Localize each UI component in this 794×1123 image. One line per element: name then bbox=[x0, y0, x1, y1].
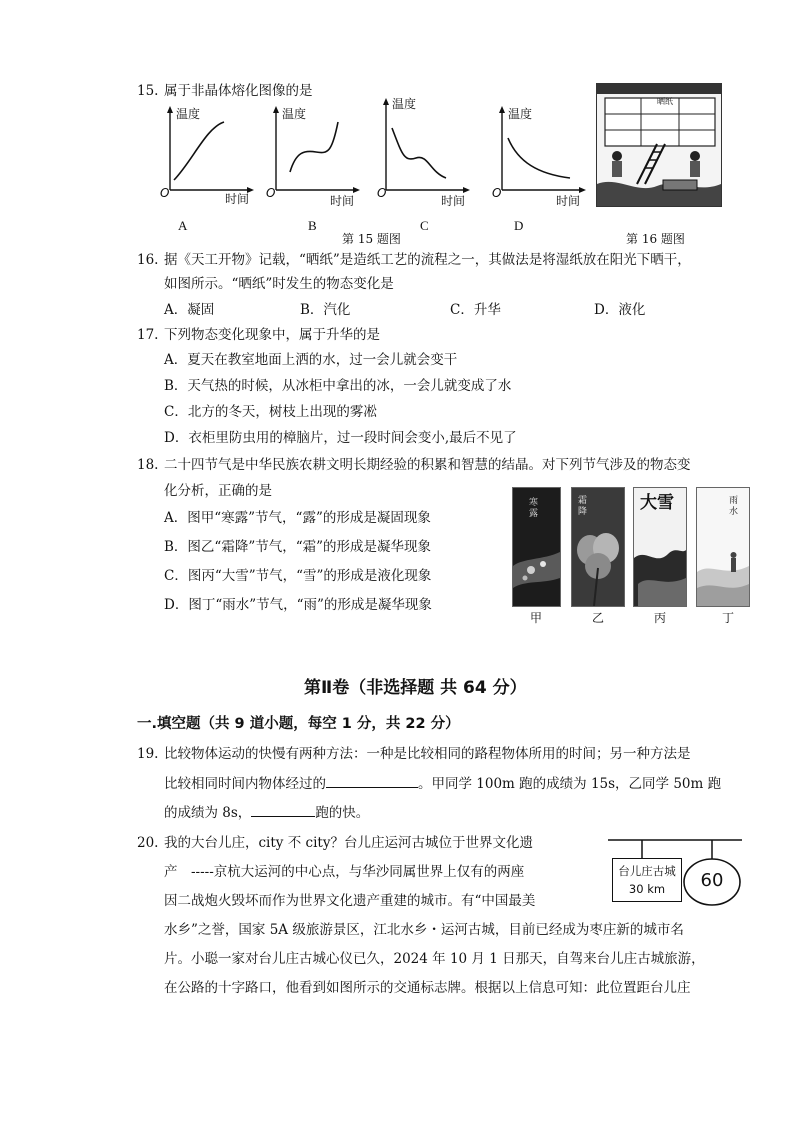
q18-option-d: D．图丁“雨水”节气，“雨”的形成是凝华现象 bbox=[164, 597, 432, 613]
q18-line2: 化分析，正确的是 bbox=[164, 483, 272, 499]
q18-image-yi-text: 霜降 bbox=[578, 496, 588, 517]
q19-line2: 比较相同时间内物体经过的 。甲同学 100m 跑的成绩为 15s，乙同学 50m 跑 bbox=[164, 773, 721, 794]
q17-stem: 17. 下列物态变化现象中，属于升华的是 bbox=[137, 327, 380, 343]
q20-line5: 片。小聪一家对台儿庄古城心仪已久，2024 年 10 月 1 日那天，自驾来台儿庄古城旅游， bbox=[164, 951, 705, 967]
q17-option-d: D．衣柜里防虫用的樟脑片，过一段时间会变小,最后不见了 bbox=[164, 430, 517, 446]
q18-label-jia: 甲 bbox=[530, 611, 543, 625]
q18-label-ding: 丁 bbox=[722, 611, 735, 625]
q17-number: 17. bbox=[137, 327, 159, 343]
q20-line2: 产 -----京杭大运河的中心点，与华沙同属世界上仅有的两座 bbox=[164, 864, 525, 880]
q15-a-xlabel: 时间 bbox=[225, 192, 250, 206]
q18-image-ding-text: 雨水 bbox=[729, 496, 739, 517]
q15-letter-b: B bbox=[308, 218, 317, 233]
q18-option-a: A．图甲“寒露”节气，“露”的形成是凝固现象 bbox=[164, 510, 431, 526]
q15-b-origin: O bbox=[266, 186, 276, 200]
q15-d-xlabel: 时间 bbox=[556, 194, 581, 208]
q18-option-b: B．图乙“霜降”节气，“霜”的形成是凝华现象 bbox=[164, 539, 432, 555]
q18-option-c: C．图丙“大雪”节气，“雪”的形成是液化现象 bbox=[164, 568, 432, 584]
q20-sign-speed: 60 bbox=[700, 870, 724, 891]
q16-option-a: A．凝固 bbox=[164, 302, 215, 318]
q20-line3: 因二战炮火毁坏而作为世界文化遗产重建的城市。有“中国最美 bbox=[164, 893, 536, 909]
q18-image-jia-text: 寒露 bbox=[529, 498, 539, 519]
q19-line1: 19. 比较物体运动的快慢有两种方法：一种是比较相同的路程物体所用的时间；另一种方法是 bbox=[137, 746, 691, 762]
q16-illustration bbox=[596, 83, 722, 207]
q16-line1: 16. 据《天工开物》记载，“晒纸”是造纸工艺的流程之一，其做法是将湿纸放在阳光下晒干， bbox=[137, 252, 691, 268]
q19-blank-1[interactable] bbox=[326, 773, 418, 788]
q20-traffic-sign bbox=[604, 836, 744, 908]
q17-option-b: B．天气热的时候，从冰柜中拿出的冰，一会儿就变成了水 bbox=[164, 378, 512, 394]
q16-option-c: C．升华 bbox=[450, 302, 501, 318]
q18-line1: 18. 二十四节气是中华民族农耕文明长期经验的积累和智慧的结晶。对下列节气涉及的物态变 bbox=[137, 457, 691, 473]
q15-b-ylabel: 温度 bbox=[282, 107, 307, 121]
q20-line4: 水乡”之誉，国家 5A 级旅游景区，江北水乡・运河古城，目前已经成为枣庄新的城市名 bbox=[164, 922, 684, 938]
q20-line1: 20. 我的大台儿庄，city 不 city？台儿庄运河古城位于世界文化遗 bbox=[137, 835, 533, 851]
q15-c-xlabel: 时间 bbox=[441, 194, 466, 208]
q15-number: 15. bbox=[137, 83, 159, 99]
q20-sign-place: 台儿庄古城 bbox=[618, 864, 676, 878]
q15-c-ylabel: 温度 bbox=[392, 97, 417, 111]
q18-image-jia bbox=[512, 487, 561, 607]
q15-stem: 15. 属于非晶体熔化图像的是 bbox=[137, 83, 313, 99]
section2-part1: 一.填空题（共 9 道小题，每空 1 分，共 22 分） bbox=[137, 716, 460, 732]
q18-label-yi: 乙 bbox=[592, 611, 605, 625]
q18-number: 18. bbox=[137, 457, 159, 473]
q15-d-ylabel: 温度 bbox=[508, 107, 533, 121]
q18-image-bing bbox=[633, 487, 687, 607]
q16-caption: 第 16 题图 bbox=[626, 232, 685, 246]
q20-line6: 在公路的十字路口，他看到如图所示的交通标志牌。根据以上信息可知：此位置距台儿庄 bbox=[164, 980, 691, 996]
q15-letter-d: D bbox=[514, 218, 524, 233]
q18-image-bing-text: 大雪 bbox=[640, 493, 674, 513]
q15-letter-a: A bbox=[178, 218, 188, 233]
q15-letter-c: C bbox=[420, 218, 429, 233]
q20-sign-distance: 30 km bbox=[628, 882, 666, 896]
q19-line3: 的成绩为 8s， 跑的快。 bbox=[164, 802, 369, 823]
q16-figure-label: 晒纸 bbox=[657, 97, 673, 106]
q16-option-d: D．液化 bbox=[594, 302, 646, 318]
q15-d-origin: O bbox=[492, 186, 502, 200]
q16-option-b: B．汽化 bbox=[300, 302, 351, 318]
q17-option-c: C．北方的冬天，树枝上出现的雾凇 bbox=[164, 404, 377, 420]
q16-number: 16. bbox=[137, 252, 159, 268]
q18-image-yi bbox=[571, 487, 625, 607]
q17-option-a: A．夏天在教室地面上洒的水，过一会儿就会变干 bbox=[164, 352, 458, 368]
q15-graph-c bbox=[374, 92, 470, 202]
q18-image-ding bbox=[696, 487, 750, 607]
q19-blank-2[interactable] bbox=[251, 802, 315, 817]
q18-label-bing: 丙 bbox=[654, 611, 667, 625]
q15-b-xlabel: 时间 bbox=[330, 194, 355, 208]
q15-caption: 第 15 题图 bbox=[342, 232, 401, 246]
q15-a-origin: O bbox=[160, 186, 170, 200]
q19-number: 19. bbox=[137, 746, 159, 762]
q15-c-origin: O bbox=[377, 186, 387, 200]
section2-title: 第Ⅱ卷（非选择题 共 64 分） bbox=[304, 678, 527, 698]
q20-number: 20. bbox=[137, 835, 159, 851]
q15-a-ylabel: 温度 bbox=[176, 107, 201, 121]
q16-line2: 如图所示。“晒纸”时发生的物态变化是 bbox=[164, 276, 394, 292]
